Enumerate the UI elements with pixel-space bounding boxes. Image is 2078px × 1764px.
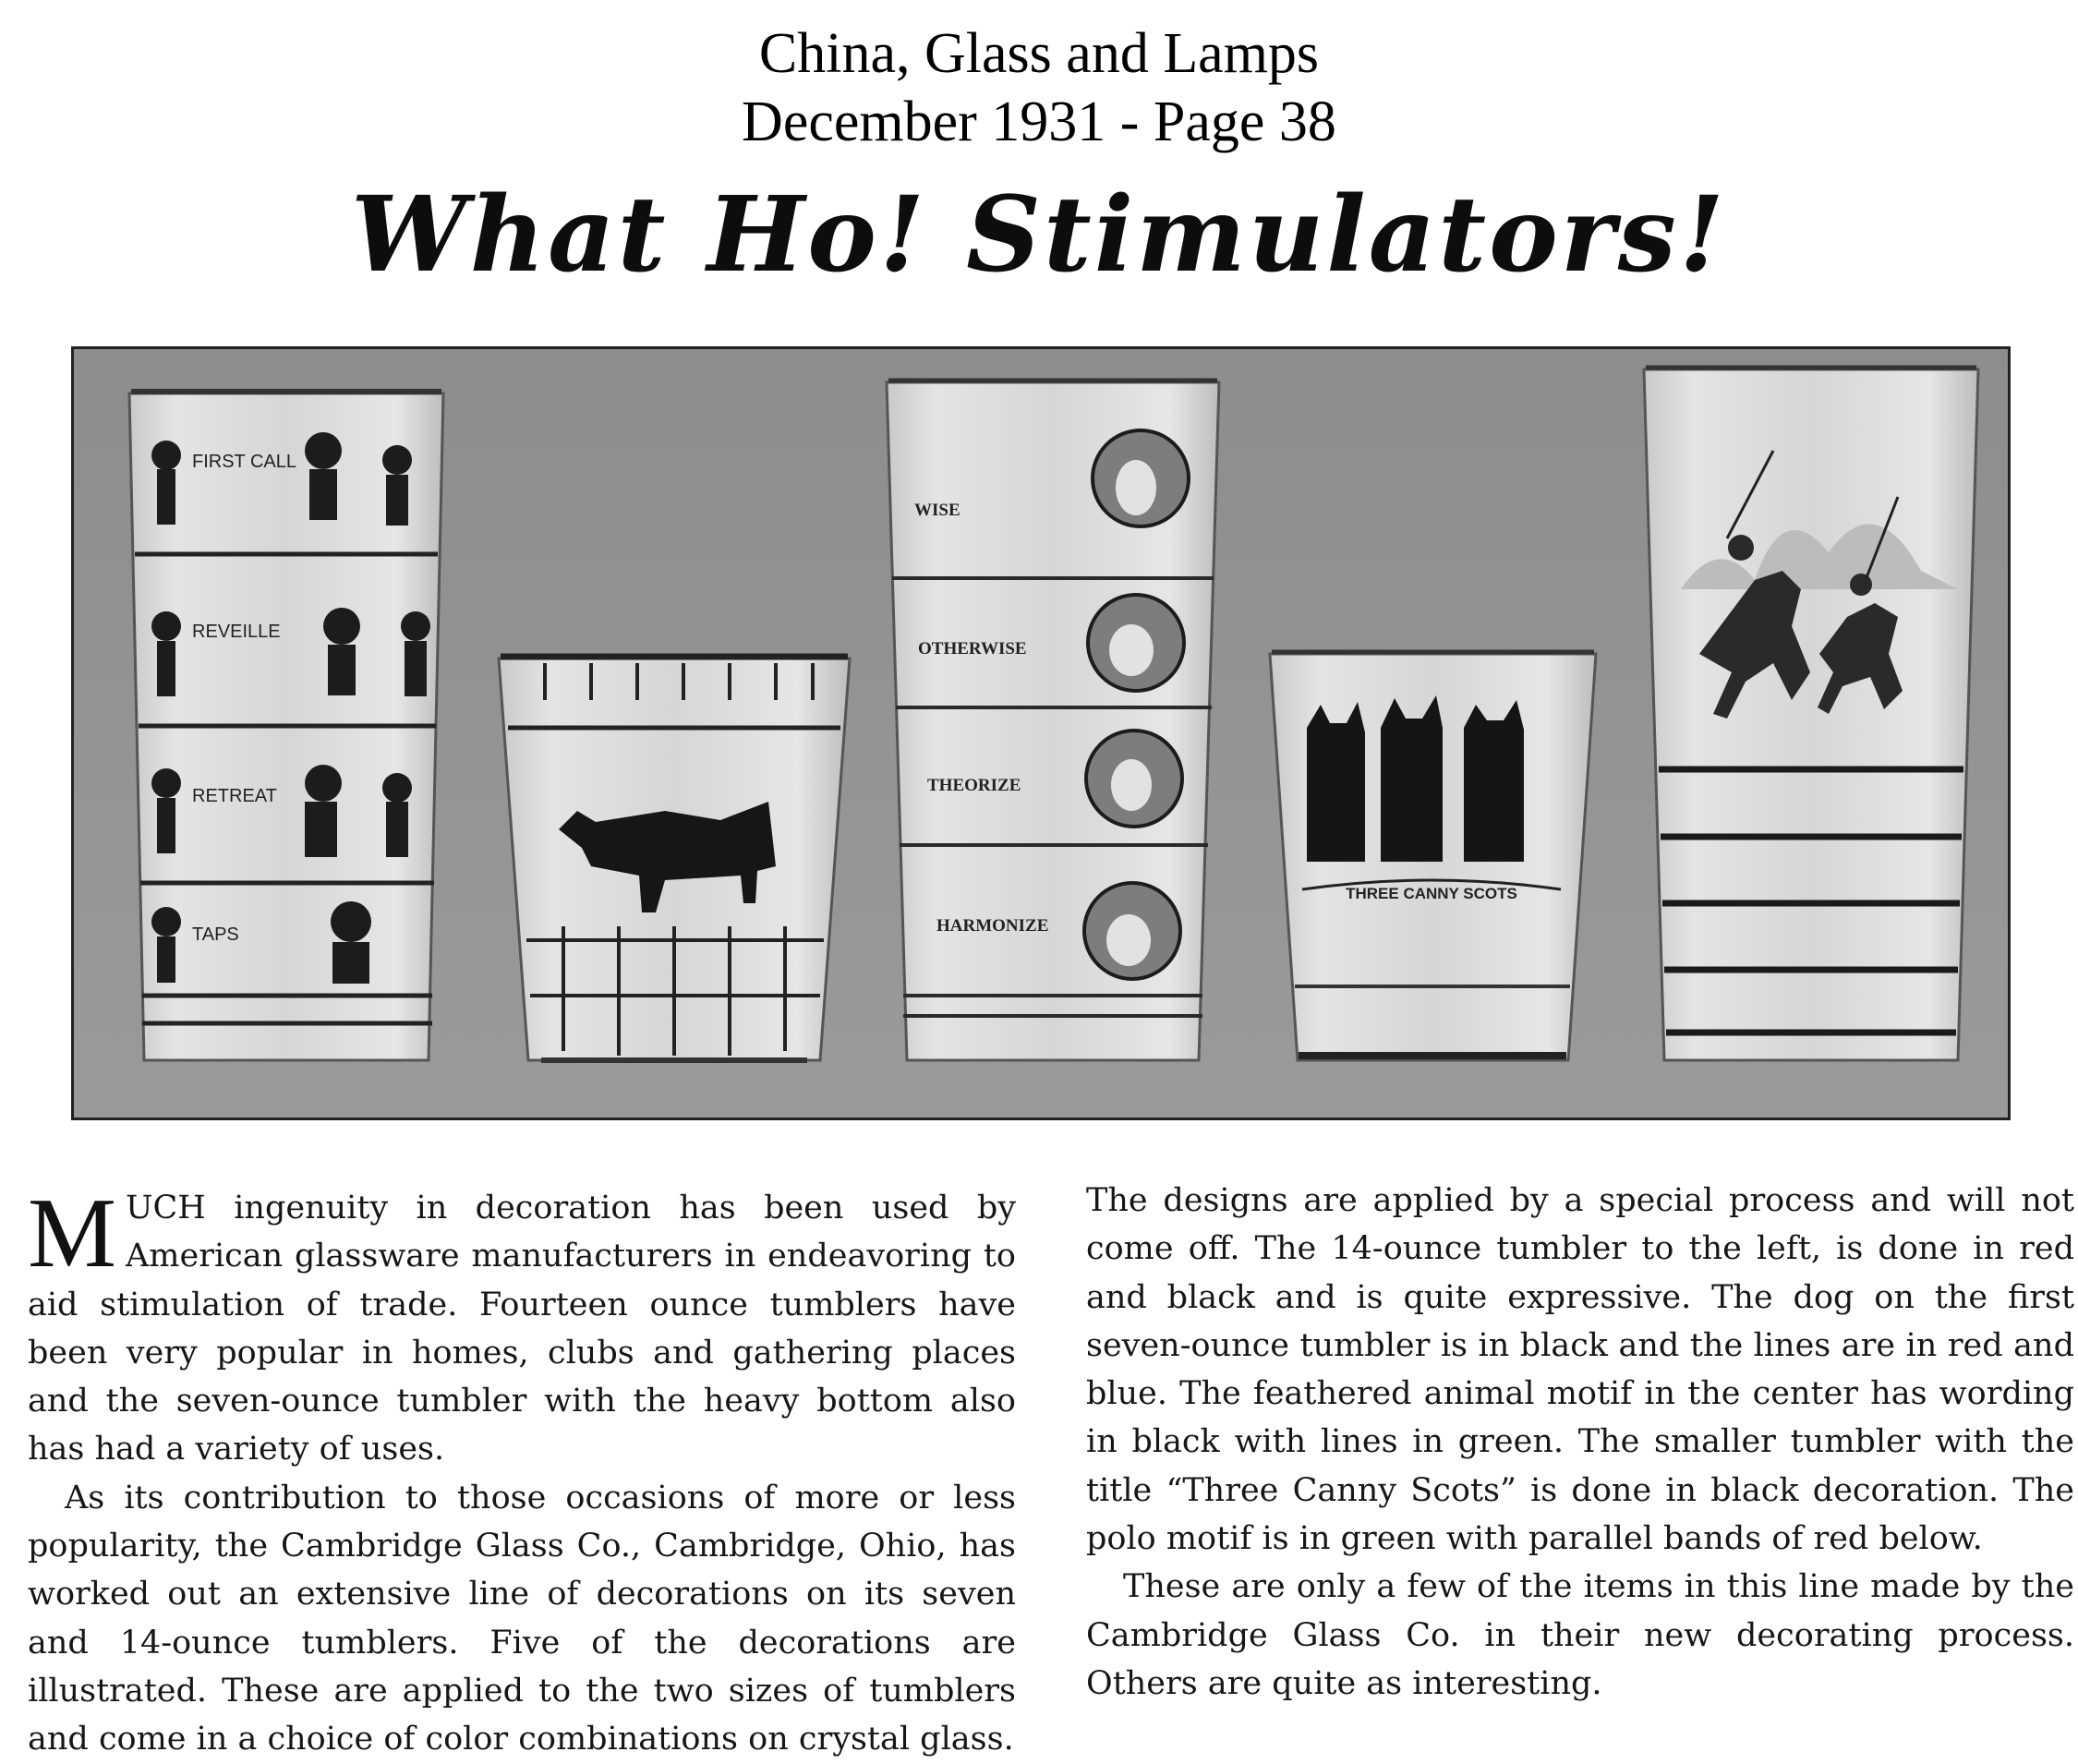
bugler-label-2: REVEILLE [192,622,281,642]
paragraph-1-text: UCH ingenuity in decoration has been used by American glassware manufacturers in endeavoring to aid stimulation of trade. Fourteen ounce tumblers have been very popular in homes, clubs and gathering places and the seven-ounce tumbler with the heavy bottom also has had a variety of uses. [28,1190,1016,1468]
bugler-label-3: RETREAT [192,786,277,806]
issue-date: December 1931 - Page 38 [742,91,1336,153]
owl-label-1: WISE [914,501,960,520]
article-paragraph-2: As its contribution to those occasions of more or less popularity, the Cambridge Glass Co., Cambridge, Ohio, has worked out an extensive line of decorations on its seven and 14-ounce tumblers. Five of the decorations are illustrated. These are applied to the two sizes of tumblers and come in a choice of color combinations on crystal glass. [28,1479,1016,1758]
scots-label: THREE CANNY SCOTS [1346,885,1517,902]
article-paragraph-4: These are only a few of the items in this line made by the Cambridge Glass Co. in their new decorating process. Others are quite as interesting. [1086,1568,2074,1702]
owl-label-4: HARMONIZE [936,916,1049,936]
tumbler-feathered-animal [887,381,1219,1060]
tumblers-photo [71,346,2011,1120]
article-paragraph-3: The designs are applied by a special process and will not come off. The 14-ounce tumbler to the left, is done in red and black and is quite expressive. The dog on the first seven-ounce tumbler is in black and the lines are in red and blue. The feathered animal motif in the center has wording in black with lines in green. The smaller tumbler with the title “Three Canny Scots” is done in black decoration. The polo motif is in green with parallel bands of red below. [1086,1182,2074,1558]
article-headline: What Ho! Stimulators! [350,175,1728,296]
drop-cap: M [28,1178,117,1288]
article-column-right [1086,1177,2074,1708]
owl-label-2: OTHERWISE [918,639,1027,658]
publication-name: China, Glass and Lamps [758,22,1320,85]
article-column-left [28,1178,1016,1764]
tumbler-bugler [129,392,443,1060]
tumbler-scottie-dog [499,657,850,1060]
bugler-label-1: FIRST CALL [192,452,296,472]
bugler-label-4: TAPS [192,924,239,945]
tumbler-three-canny-scots [1270,652,1596,1060]
owl-label-3: THEORIZE [927,776,1021,795]
article-paragraph-1 [28,1178,1016,1474]
tumbler-polo [1644,368,1978,1060]
